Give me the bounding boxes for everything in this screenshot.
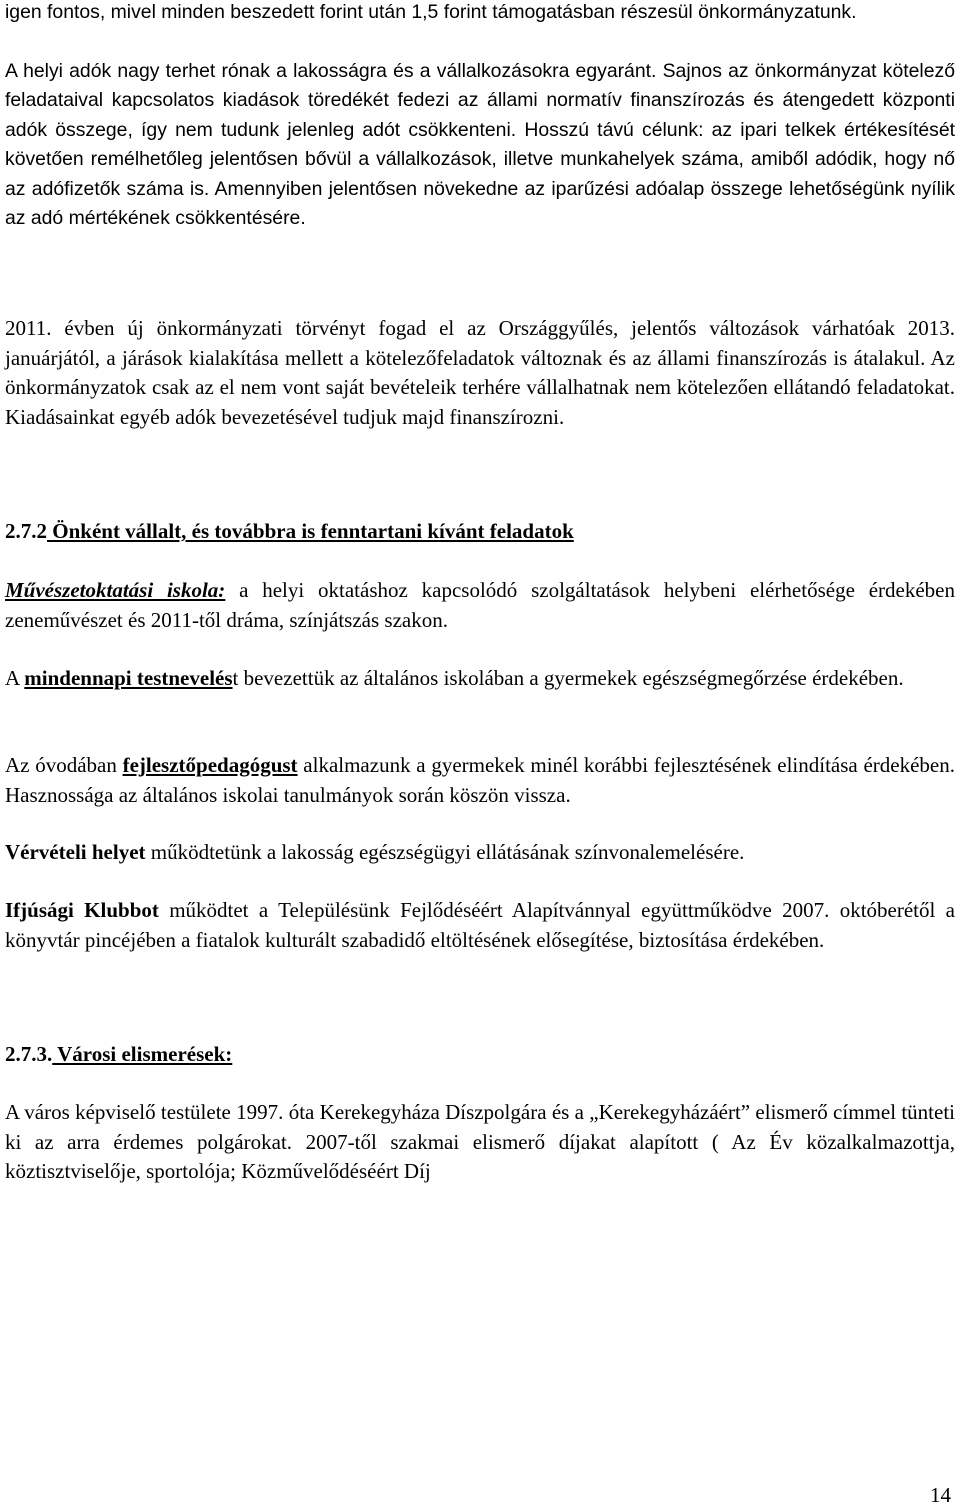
paragraph-awards: A város képviselő testülete 1997. óta Kerekegyháza Díszpolgára és a „Kerekegyházáért” elismerő címmel tünteti ki az arra érdemes polgárokat. 2007-től szakmai elismerő díjakat alapított ( Az Év közalkalmazottja, köztisztviselője, sportolója; Közművelődéséért Díj <box>5 1100 955 1183</box>
blood-after: működtetünk a lakosság egészségügyi ellátásának színvonalemelésére. <box>145 840 745 864</box>
paragraph-local-taxes: A helyi adók nagy terhet rónak a lakosságra és a vállalkozásokra egyaránt. Sajnos az önkormányzat kötelező feladataival kapcsolatos kiadások töredékét fedezi az állami normatív finanszírozás és átengedett központi adók összege, így nem tudunk jelenleg adót csökkenteni. Hosszú távú célunk: az ipari telkek értékesítését követően remélhetőleg jelentősen bővül a vállalkozások, illetve munkahelyek száma, amiből adódik, hogy nő az adófizetők száma is. Amennyiben jelentősen növekedne az iparűzési adóalap összege lehetőségünk nyílik az adó mértékének csökkentésére. <box>5 59 955 229</box>
term-development-teacher: fejlesztőpedagógust <box>122 753 298 777</box>
section-title: Önként vállalt, és továbbra is fenntartani kívánt feladatok <box>47 519 574 543</box>
kindergarten-before: Az óvodában <box>5 753 123 777</box>
paragraph-subsidy: igen fontos, mivel minden beszedett forint után 1,5 forint támogatásban részesül önkormányzatunk. <box>5 1 857 23</box>
paragraph-physical-education <box>5 664 955 694</box>
pe-before: A <box>5 666 25 690</box>
section-heading-2-7-3 <box>5 1040 232 1070</box>
section-title: Városi elismerések: <box>52 1042 233 1066</box>
paragraph-blood-sampling <box>5 838 955 868</box>
section-number: 2.7.2 <box>5 519 47 543</box>
art-school-text: a helyi oktatáshoz kapcsolódó szolgáltatások helybeni elérhetősége érdekében zeneművészet és 2011-től dráma, színjátszás szakon. <box>5 578 955 632</box>
kindergarten-after: alkalmazunk a gyermekek minél korábbi fejlesztésének elindítása érdekében. Hasznossága az általános iskolai tanulmányok során köszön vissza. <box>5 753 955 807</box>
paragraph-kindergarten <box>5 751 955 810</box>
pe-after: t bevezettük az általános iskolában a gyermekek egészségmegőrzése érdekében. <box>232 666 904 690</box>
paragraph-new-law: 2011. évben új önkormányzati törvényt fogad el az Országgyűlés, jelentős változások várhatóak 2013. januárjától, a járások kialakítása mellett a kötelezőfeladatok változnak és az állami finanszírozás is átalakul. Az önkormányzatok csak az el nem vont saját bevételeik terhére vállalhatnak nem kötelezően ellátandó feladatokat. Kiadásainkat egyéb adók bevezetésével tudjuk majd finanszírozni. <box>5 316 955 429</box>
youth-after: működtet a Településünk Fejlődéséért Alapítvánnyal együttműködve 2007. októberétől a könyvtár pincéjében a fiatalok kulturált szabadidő eltöltésének elősegítése, biztosítása érdekében. <box>5 898 955 952</box>
section-number: 2.7.3. <box>5 1042 53 1066</box>
term-physical-education: mindennapi testnevelés <box>24 666 233 690</box>
tax-section <box>5 0 955 234</box>
term-youth-club: Ifjúsági Klubbot <box>5 898 159 922</box>
paragraph-youth-club <box>5 896 955 955</box>
section-heading-2-7-2 <box>5 517 574 547</box>
term-blood-sampling: Vérvételi helyet <box>5 840 146 864</box>
term-art-school: Művészetoktatási iskola: <box>5 578 226 602</box>
paragraph-art-school <box>5 576 955 635</box>
page-number: 14 <box>930 1483 951 1507</box>
